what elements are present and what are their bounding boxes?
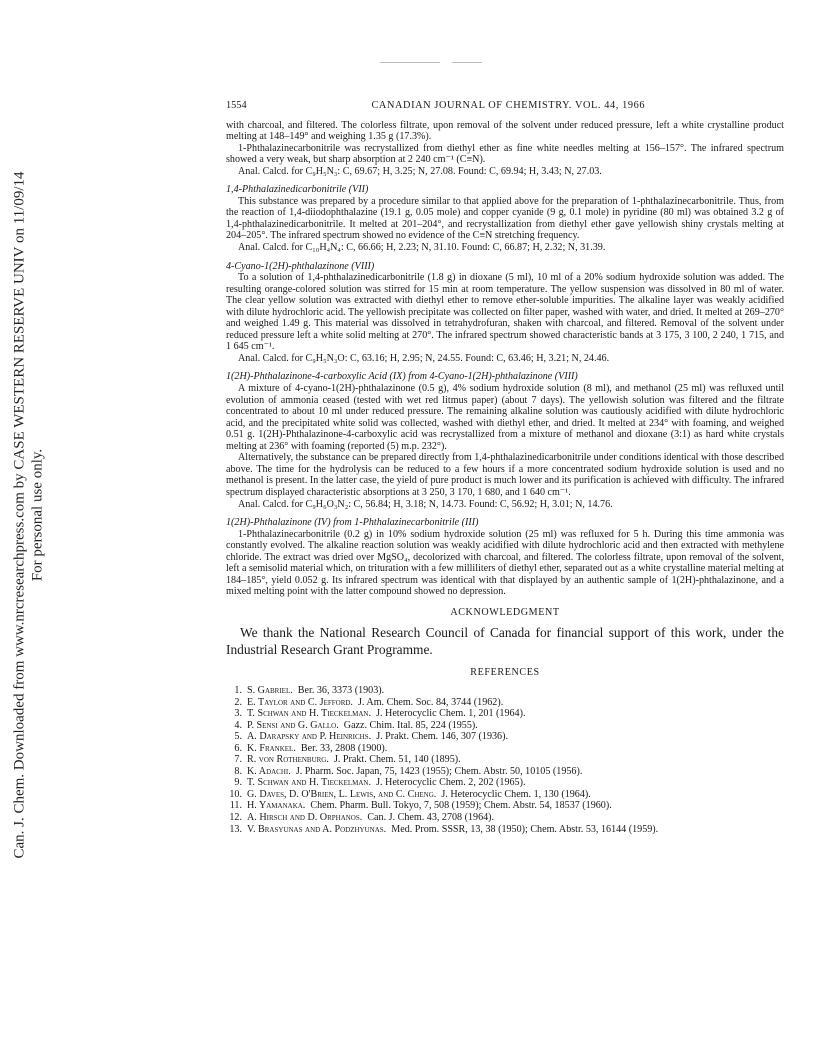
watermark-line-2: For personal use only. xyxy=(30,448,47,582)
reference-text xyxy=(247,777,525,789)
reference-number: 5. xyxy=(234,731,242,743)
scan-speck xyxy=(380,62,440,63)
reference-text xyxy=(247,766,582,778)
reference-authors: H. Yamanaka. xyxy=(247,800,306,812)
reference-authors: K. Adachi. xyxy=(247,765,291,777)
reference-authors: T. Schwan and H. Tieckelman. xyxy=(247,777,372,789)
body-paragraph: Anal. Calcd. for C₁₀H₄N₄: C, 66.66; H, 2.23; N, 31.10. Found: C, 66.87; H, 2.32; N, 31.39. xyxy=(238,242,606,254)
paper-page xyxy=(226,100,784,835)
reference-text xyxy=(247,789,591,801)
journal-title: CANADIAN JOURNAL OF CHEMISTRY. VOL. 44, 1966 xyxy=(371,100,646,111)
reference-authors: R. von Rothenburg. xyxy=(247,754,329,766)
body-paragraph: A mixture of 4-cyano-1(2H)-phthalazinone (0.5 g), 4% sodium hydroxide solution (8 ml), and methanol (25 ml) was refluxed until evolution of ammonia ceased (tested with wet red litmus paper) (about 7 days). The yellowish solution was filtered and the filtrate concentrated to about 10 ml under reduced pressure. The remaining alkaline solution was cautiously acidified with dilute hydrochloric acid, and the precipitated white solid was collected, washed with diethyl ether, and dried. It melted at 234° with foaming, and weighed 0.51 g. 1(2H)-Phthalazinone-4-carboxylic acid was recrystallized from a mixture of methanol and dioxane (3:1) as hard white crystals melting at 236° with foaming (reported (5) m.p. 232°). xyxy=(226,383,784,452)
reference-number: 9. xyxy=(234,777,242,789)
reference-citation: Ber. 33, 2808 (1900). xyxy=(300,742,388,754)
reference-authors: T. Schwan and H. Tieckelman. xyxy=(247,708,372,720)
reference-item xyxy=(226,777,784,789)
reference-text xyxy=(247,743,387,755)
reference-number: 6. xyxy=(234,742,242,754)
reference-citation: J. Heterocyclic Chem. 1, 130 (1964). xyxy=(441,788,591,800)
reference-number: 10. xyxy=(229,788,242,800)
reference-citation: Gazz. Chim. Ital. 85, 224 (1955). xyxy=(343,719,478,731)
reference-citation: Ber. 36, 3373 (1903). xyxy=(297,684,385,696)
section-heading: 1(2H)-Phthalazinone-4-carboxylic Acid (IX) from 4-Cyano-1(2H)-phthalazinone (VIII) xyxy=(226,371,578,383)
reference-item xyxy=(226,766,784,778)
reference-text xyxy=(247,800,612,812)
experimental-section xyxy=(226,120,784,598)
reference-authors: E. Taylor and C. Jefford. xyxy=(247,696,353,708)
reference-citation: J. Prakt. Chem. 51, 140 (1895). xyxy=(333,754,461,766)
reference-text xyxy=(247,731,508,743)
reference-authors: A. Darapsky and P. Heinrichs. xyxy=(247,731,372,743)
reference-citation: J. Pharm. Soc. Japan, 75, 1423 (1955); Chem. Abstr. 50, 10105 (1956). xyxy=(295,765,583,777)
reference-authors: P. Sensi and G. Gallo. xyxy=(247,719,339,731)
running-header xyxy=(226,100,784,112)
reference-authors: A. Hirsch and D. Orphanos. xyxy=(247,811,363,823)
section-heading: 1,4-Phthalazinedicarbonitrile (VII) xyxy=(226,184,369,196)
reference-citation: J. Am. Chem. Soc. 84, 3744 (1962). xyxy=(358,696,504,708)
reference-authors: S. Gabriel. xyxy=(247,684,293,696)
reference-authors: K. Frankel. xyxy=(247,742,296,754)
body-paragraph: This substance was prepared by a procedure similar to that applied above for the preparation of 1-phthalazinecarbonitrile. Thus, from the reaction of 1,4-diiodophthalazine (19.1 g, 0.05 mole) and copper cyanide (9 g, 0.1 mole) in pyridine (80 ml) was obtained 3.2 g of 1,4-phthalazinedicarbonitrile. It melted at 201–204°, and recrystallization from diethyl ether gave yellowish shiny crystals melting at 204–205°. The infrared spectrum showed no evidence of the C≡N stretching frequency. xyxy=(226,195,784,242)
reference-item xyxy=(226,731,784,743)
reference-number: 4. xyxy=(234,719,242,731)
references-list xyxy=(226,685,784,835)
reference-citation: Chem. Pharm. Bull. Tokyo, 7, 508 (1959); Chem. Abstr. 54, 18537 (1960). xyxy=(310,800,612,812)
reference-citation: J. Heterocyclic Chem. 1, 201 (1964). xyxy=(376,708,526,720)
reference-text xyxy=(247,754,461,766)
reference-number: 13. xyxy=(229,823,242,835)
reference-text xyxy=(247,824,658,836)
reference-item xyxy=(226,708,784,720)
body-paragraph: Anal. Calcd. for C₉H₅N₃: C, 69.67; H, 3.25; N, 27.08. Found: C, 69.94; H, 3.43; N, 27.03. xyxy=(238,165,602,177)
reference-citation: J. Heterocyclic Chem. 2, 202 (1965). xyxy=(376,777,526,789)
reference-authors: V. Brasyunas and A. Podzhyunas. xyxy=(247,823,387,835)
body-paragraph: 1-Phthalazinecarbonitrile was recrystallized from diethyl ether as fine white needles melting at 156–157°. The infrared spectrum showed a very weak, but sharp absorption at 2 240 cm⁻¹ (C≡N). xyxy=(226,142,784,166)
reference-item xyxy=(226,812,784,824)
acknowledgment-text: We thank the National Research Council of Canada for financial support of this work, under the Industrial Research Grant Programme. xyxy=(226,625,784,658)
reference-number: 1. xyxy=(234,684,242,696)
page-number: 1554 xyxy=(226,100,247,111)
section-heading: 1(2H)-Phthalazinone (IV) from 1-Phthalazinecarbonitrile (III) xyxy=(226,517,479,529)
reference-item xyxy=(226,824,784,836)
reference-authors: G. Daves, D. O'Brien, L. Lewis, and C. Cheng. xyxy=(247,788,437,800)
reference-number: 11. xyxy=(229,800,242,812)
reference-citation: Can. J. Chem. 43, 2708 (1964). xyxy=(367,811,495,823)
reference-item xyxy=(226,754,784,766)
reference-text xyxy=(247,685,384,697)
reference-item xyxy=(226,789,784,801)
body-paragraph: Anal. Calcd. for C₉H₅N₃O: C, 63.16; H, 2.95; N, 24.55. Found: C, 63.46; H, 3.21; N, 24.46. xyxy=(238,352,610,364)
acknowledgment-heading: ACKNOWLEDGMENT xyxy=(450,606,560,618)
reference-item xyxy=(226,720,784,732)
body-paragraph: Anal. Calcd. for C₉H₆O₃N₂: C, 56.84; H, 3.18; N, 14.73. Found: C, 56.92; H, 3.01; N, 14.76. xyxy=(238,498,613,510)
reference-number: 8. xyxy=(234,765,242,777)
reference-text xyxy=(247,697,503,709)
watermark-line-1: Can. J. Chem. Downloaded from www.nrcresearchpress.com by CASE WESTERN RESERVE UNIV on 11/09/14 xyxy=(12,171,29,859)
reference-text xyxy=(247,708,525,720)
references-heading: REFERENCES xyxy=(470,667,540,679)
reference-item xyxy=(226,743,784,755)
reference-number: 7. xyxy=(234,754,242,766)
reference-number: 3. xyxy=(234,708,242,720)
reference-item xyxy=(226,685,784,697)
scan-speck xyxy=(452,62,482,63)
body-paragraph: with charcoal, and filtered. The colorless filtrate, upon removal of the solvent under reduced pressure, left a white crystalline product melting at 148–149° and weighing 1.35 g (17.3%). xyxy=(226,119,784,143)
reference-text xyxy=(247,720,478,732)
reference-number: 12. xyxy=(229,811,242,823)
body-paragraph: 1-Phthalazinecarbonitrile (0.2 g) in 10% sodium hydroxide solution (25 ml) was refluxed for 5 h. During this time ammonia was constantly evolved. The alkaline reaction solution was weakly acidified with dilute hydrochloric acid and then extracted with methylene chloride. The extract was dried over MgSO₄, decolorized with charcoal, and filtered. The colorless filtrate, upon removal of the solvent, left a semisolid material which, on trituration with a few milliliters of diethyl ether, separated out as a white crystalline material melting at 184–185°, yield 0.052 g. Its infrared spectrum was identical with that displayed by an authentic sample of 1(2H)-phthalazinone, and a mixed melting point with the latter compound showed no depression. xyxy=(226,528,784,598)
reference-citation: J. Prakt. Chem. 146, 307 (1936). xyxy=(376,731,508,743)
reference-citation: Med. Prom. SSSR, 13, 38 (1950); Chem. Abstr. 53, 16144 (1959). xyxy=(391,823,659,835)
download-watermark xyxy=(4,171,54,859)
section-heading: 4-Cyano-1(2H)-phthalazinone (VIII) xyxy=(226,260,375,272)
reference-item xyxy=(226,697,784,709)
body-paragraph: To a solution of 1,4-phthalazinedicarbonitrile (1.8 g) in dioxane (5 ml), 10 ml of a 20% sodium hydroxide solution was added. The resulting orange-colored solution was stirred for 15 min at room temperature. The yellow suspension was dissolved in 80 ml of water. The clear yellow solution was extracted with diethyl ether to remove ether-soluble impurities. The alkaline layer was weakly acidified with dilute hydrochloric acid. The yellowish precipitate was collected on filter paper, washed with water, and dried. It melted at 269–270° and weighed 1.49 g. This material was dissolved in tetrahydrofuran, shaken with charcoal, and filtered. Removal of the solvent under reduced pressure left a white solid melting at 270°. The infrared spectrum showed characteristic bands at 3 175, 3 100, 2 240, 1 715, and 1 645 cm⁻¹. xyxy=(226,272,784,353)
body-paragraph: Alternatively, the substance can be prepared directly from 1,4-phthalazinedicarbonitrile under conditions identical with those described above. The time for the hydrolysis can be reduced to a few hours if a more concentrated sodium hydroxide solution is used and no methanol is present. In the latter case, the yield of pure product is much lower and its purification is achieved with difficulty. The infrared spectrum displayed characteristic absorptions at 3 250, 3 170, 1 680, and 1 640 cm⁻¹. xyxy=(226,452,784,498)
reference-item xyxy=(226,800,784,812)
reference-number: 2. xyxy=(234,696,242,708)
reference-text xyxy=(247,812,494,824)
